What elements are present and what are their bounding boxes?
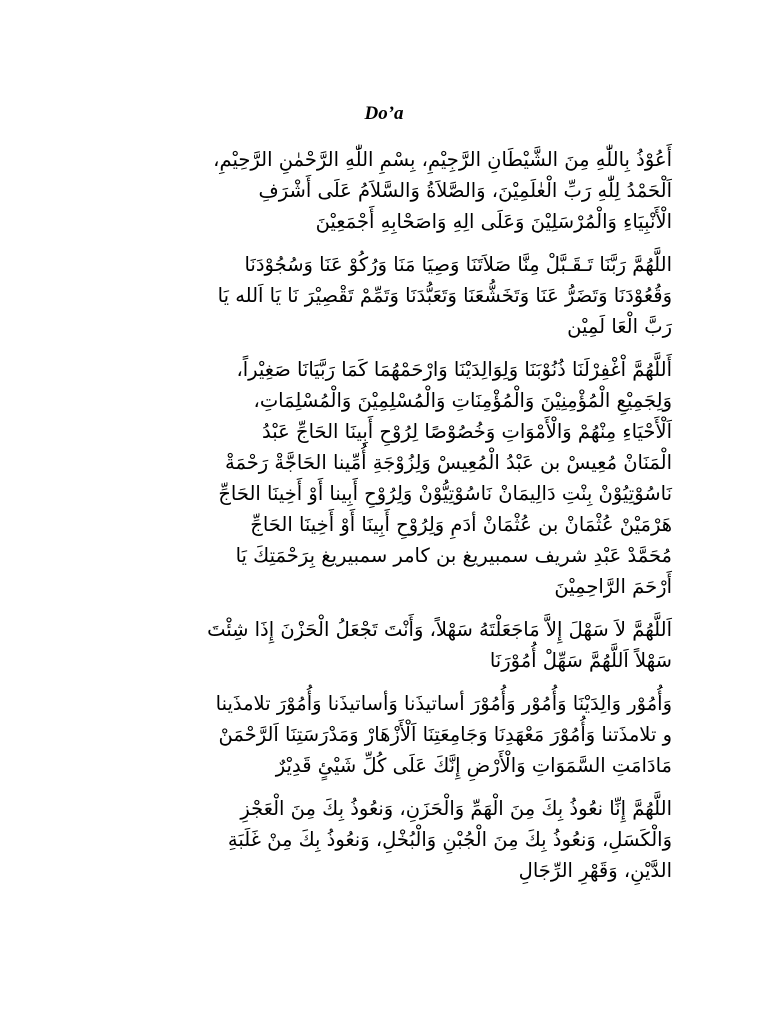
- text-line: اَللَّهُمَّ لاَ سَهْلَ إِلاَّ مَاجَعَلْتَهُ سَهْلاً، وَأَنْتَ تَجْعَلُ الْحَزْنَ إِذَا شِئْتَ: [207, 618, 672, 641]
- paragraph-affairs: [96, 688, 672, 781]
- document-title: Do’a: [364, 103, 404, 124]
- text-line: الْأَنْبِيَاءِ وَالْمُرْسَلِيْنَ وَعَلَى الِهِ وَاصَحْابِهِ أَجْمَعِيْنَ: [315, 210, 672, 233]
- text-line: اللَّهُمَّ رَبَّنَا تَـقَـبَّلْ مِنَّا صَلاَتَنَا وَصِيَا مَنَا وَرُكُوْ عَنَا وَسُجُوْدَنَا: [244, 253, 672, 276]
- document-page: [96, 96, 672, 898]
- text-line: الْمَنَانْ مُعِيسْ بن عَبْدُ الْمُعِيسْ وَلِزُوْجَةِ أُمِّينا الحَاجَّةْ رَحْمَةْ: [225, 451, 672, 474]
- text-line: رَبَّ الْعَا لَمِيْن: [567, 315, 672, 338]
- text-line: نَاسُوْتِيُوْنْ بِنْتِ دَالِيمَانْ نَاسُوْتِيُّوْنْ وَلِرُوْحِ أَبِينا أَوْ أَخِينَا الحَاجِّ: [218, 482, 672, 505]
- text-line: هَرْمَيْنْ عُثْمَانْ بن عُثْمَانْ أدَمِ وَلِرُوْحِ أَبِينَا أَوْ أَخِينَا الحَاجِّ: [250, 513, 672, 536]
- text-line: و تلامذَتنا وَأُمُوْرَ مَعْهَدِنَا وَجَامِعَتِنَا اَلْأَزْهَارْ وَمَدْرَسَتِنَا اَلرَّحْمَنْ: [218, 723, 672, 746]
- paragraph-ease: [96, 614, 672, 676]
- text-line: اَلْأَحْيَاءِ مِنْهُمْ وَالْأَمْوَاتِ وَخُصُوْصًا لِرُوْحِ أَبِينَا الحَاجِّ عَبْدُ: [262, 420, 672, 443]
- text-line: وَأُمُوْر وَالِدَيْنَا وَأُمُوْر وَأُمُوْرَ أساتيذَنا وَأساتيذَنا وَأُمُوْرَ تلامذَينا: [215, 692, 672, 715]
- text-line: اَلْحَمْدُ لِلّٰهِ رَبِّ الْعٰلَمِيْنَ، وَالصَّلاَةُ وَالسَّلاَمُ عَلَى أَشْرَفِ: [258, 179, 672, 202]
- text-line: أَللَّهُمَّ اْغْفِرْلَنَا ذُنُوْبَنَا وَلِوَالِدَيْنَا وَارْحَمْهُمَا كَمَا رَبَّيَانَا صَغِيْراً،: [236, 358, 672, 381]
- paragraph-prayer-acceptance: [96, 249, 672, 342]
- text-line: الدَّيْنِ، وَقَهْرِ الرِّجَالِ: [518, 859, 672, 882]
- text-line: أَرْحَمَ الرَّاحِمِيْنَ: [554, 575, 672, 598]
- text-line: سَهْلاً اَللَّهُمَّ سَهِّلْ أُمُوْرَنَا: [489, 649, 672, 672]
- paragraph-forgiveness: [96, 354, 672, 602]
- text-line: أَعُوْذُ بِاللّٰهِ مِنَ الشَّيْطَانِ الرَّجِيْمِ، بِسْمِ اللّٰهِ الرَّحْمٰنِ الرَّحِيْمِ،: [213, 148, 672, 171]
- text-line: وَالْكَسَلِ، وَنعُوذُ بِكَ مِنَ الْجُبْنِ وَالْبُخْلِ، وَنعُوذُ بِكَ مِنْ غَلَبَةِ: [227, 828, 672, 851]
- text-line: وَلِجَمِيْعِ الْمُؤْمِنِيْنَ وَالْمُؤْمِنَاتِ وَالْمُسْلِمِيْنَ وَالْمُسْلِمَاتِ،: [253, 389, 672, 412]
- text-line: اللَّهُمَّ إِنِّا نعُوذُ بِكَ مِنَ الْهَمِّ وَالْحَزَنِ، وَنعُوذُ بِكَ مِنَ الْعَجْزِ: [240, 797, 672, 820]
- paragraph-refuge: [96, 793, 672, 886]
- paragraph-isti-adhah: [96, 144, 672, 237]
- text-line: مُحَمَّدْ عَبْدِ شريف سمبيريغ بن كامر سمبيريغ بِرَحْمَتِكَ يَا: [235, 544, 672, 567]
- text-line: مَادَامَتِ السَّمَوَاتِ وَالْأَرْضِ إِنَّكَ عَلَى كُلِّ شَيْئٍ قَدِيْرٌ: [275, 754, 672, 777]
- text-line: وَقُعُوْدَنَا وَتَضَرُّ عَنَا وَتَخَشُّعَنَا وَتَعَبُّدَنَا وَتَمِّمْ تَقْصِيْرَ نَا يَا اَلله يَا: [217, 284, 672, 307]
